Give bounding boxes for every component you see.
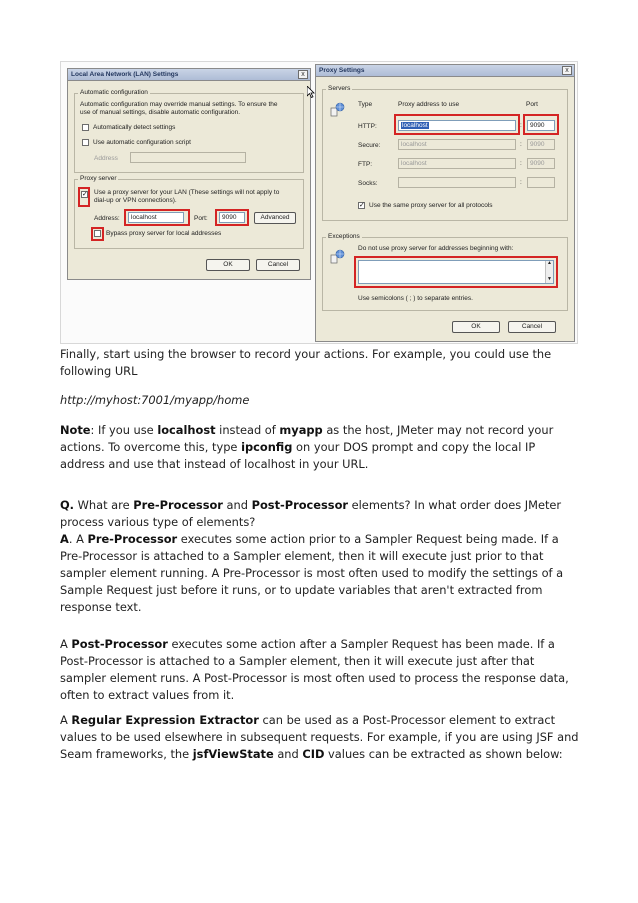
auto-config-description-line-2: use of manual settings, disable automatic configuration.: [80, 109, 241, 116]
column-proxy-address-header: Proxy address to use: [398, 101, 460, 108]
semicolons-hint: Use semicolons ( ; ) to separate entries.: [358, 295, 473, 302]
lan-cancel-button[interactable]: Cancel: [256, 259, 300, 271]
mouse-cursor-icon: [307, 86, 315, 98]
answer-text-1: . A: [68, 532, 88, 546]
http-colon: :: [520, 122, 522, 129]
column-type-header: Type: [358, 101, 373, 108]
secure-type-label: Secure:: [358, 142, 381, 149]
ftp-type-label: FTP:: [358, 161, 373, 168]
answer-label: A: [60, 532, 69, 546]
post-processor-term: Post-Processor: [71, 637, 168, 651]
bypass-local-label: Bypass proxy server for local addresses: [106, 230, 222, 237]
answer-text-2: executes some action prior to a Sampler Request being made. If a Pre-Processor is attached to a Sampler element, then it will execute just prior to that sampler element running. A Pre-Processor is most often used to modify the settings of a Sample Request just before it runs, or to update variables that aren't extracted from response text.: [60, 532, 564, 614]
ftp-address-input[interactable]: localhost: [398, 158, 516, 169]
close-icon[interactable]: x: [562, 66, 572, 75]
regex-extractor-term: Regular Expression Extractor: [71, 713, 259, 727]
no-proxy-label: Do not use proxy server for addresses beginning with:: [358, 245, 514, 252]
question-post-processor: Post-Processor: [251, 498, 349, 512]
http-port-input[interactable]: 9090: [527, 120, 555, 131]
close-icon[interactable]: x: [298, 70, 308, 79]
proxy-port-input[interactable]: 9090: [219, 212, 245, 223]
post-processor-paragraph: [60, 636, 580, 704]
exceptions-group-label: Exceptions: [328, 233, 360, 240]
same-proxy-checkbox[interactable]: [358, 202, 365, 209]
lan-title-bar: [68, 69, 310, 81]
regex-text-1: A: [60, 713, 72, 727]
note-text-1: : If you use: [90, 423, 158, 437]
auto-script-checkbox[interactable]: [82, 139, 89, 146]
proxy-cancel-button[interactable]: Cancel: [508, 321, 556, 333]
proxy-ok-button[interactable]: OK: [452, 321, 500, 333]
note-ipconfig: ipconfig: [241, 440, 293, 454]
regex-text-4: values can be extracted as shown below:: [324, 747, 563, 761]
use-proxy-label-line-2: dial-up or VPN connections).: [94, 197, 177, 204]
intro-paragraph: Finally, start using the browser to record your actions. For example, you could use the following URL: [60, 347, 552, 378]
auto-detect-checkbox[interactable]: [82, 124, 89, 131]
proxy-server-label: Proxy server: [80, 175, 117, 182]
answer-pre-processor: Pre-Processor: [87, 532, 178, 546]
note-localhost: localhost: [157, 423, 216, 437]
auto-detect-label: Automatically detect settings: [93, 124, 176, 131]
auto-config-description-line-1: Automatic configuration may override manual settings. To ensure the: [80, 101, 278, 108]
proxy-dialog-title: Proxy Settings: [319, 67, 365, 74]
socks-port-input[interactable]: [527, 177, 555, 188]
advanced-button[interactable]: Advanced: [254, 212, 296, 224]
http-address-input[interactable]: [398, 120, 516, 131]
question-text-2: and: [222, 498, 252, 512]
script-address-input[interactable]: [130, 152, 246, 163]
note-paragraph: [60, 422, 580, 473]
proxy-settings-dialog: [315, 64, 575, 342]
socks-type-label: Socks:: [358, 180, 378, 187]
use-proxy-checkbox[interactable]: [81, 191, 88, 198]
question-label: Q.: [60, 498, 75, 512]
bypass-local-checkbox[interactable]: [94, 230, 101, 237]
auto-script-label: Use automatic configuration script: [93, 139, 191, 146]
note-myapp: myapp: [279, 423, 323, 437]
example-url-text: http://myhost:7001/myapp/home: [60, 393, 250, 407]
scroll-down-icon[interactable]: ▼: [547, 276, 552, 282]
exceptions-scrollbar[interactable]: [545, 261, 553, 283]
network-computer-icon: [330, 102, 346, 118]
cid-term: CID: [302, 747, 325, 761]
socks-colon: :: [520, 179, 522, 186]
proxy-title-bar: [316, 65, 574, 77]
secure-address-input[interactable]: localhost: [398, 139, 516, 150]
question-text-3: elements? In what order does JMeter process various type of elements?: [60, 498, 562, 529]
example-url: [60, 392, 580, 409]
ftp-colon: :: [520, 160, 522, 167]
lan-ok-button[interactable]: OK: [206, 259, 250, 271]
secure-colon: :: [520, 141, 522, 148]
note-text-3: as the host, JMeter may not record your actions. To overcome this, type: [60, 423, 554, 454]
post-processor-text-1: A: [60, 637, 72, 651]
use-proxy-label-line-1: Use a proxy server for your LAN (These settings will not apply to: [94, 189, 280, 196]
proxy-address-label: Address:: [94, 215, 120, 222]
column-port-header: Port: [526, 101, 538, 108]
proxy-settings-screenshot: [60, 61, 578, 344]
proxy-port-label: Port:: [194, 215, 208, 222]
regex-extractor-paragraph: [60, 712, 580, 763]
lan-dialog-title: Local Area Network (LAN) Settings: [71, 71, 179, 78]
note-label: Note: [60, 423, 91, 437]
automatic-configuration-label: Automatic configuration: [80, 89, 148, 96]
post-processor-text-2: executes some action after a Sampler Request has been made. If a Post-Processor is attached to a Sampler element, then it will execute just after that sampler element runs. A Post-Processor is most often used to process the response data, often to extract values from it.: [60, 637, 569, 702]
network-exceptions-icon: [330, 249, 346, 265]
secure-port-input[interactable]: 9090: [527, 139, 555, 150]
question-pre-processor: Pre-Processor: [133, 498, 223, 512]
http-address-selected-text: localhost: [402, 122, 428, 129]
regex-text-2: can be used as a Post-Processor element to extract values to be used elsewhere in subsequent requests. For example, if you are using JSF and Seam frameworks, the: [60, 713, 579, 761]
note-text-4: on your DOS prompt and copy the local IP address and use that instead of localhost in your URL.: [60, 440, 536, 471]
question-paragraph: [60, 497, 580, 616]
note-text-2: instead of: [215, 423, 280, 437]
ftp-port-input[interactable]: 9090: [527, 158, 555, 169]
socks-address-input[interactable]: [398, 177, 516, 188]
question-text-1: What are: [74, 498, 134, 512]
same-proxy-label: Use the same proxy server for all protocols: [369, 202, 493, 209]
proxy-address-input[interactable]: localhost: [128, 212, 184, 223]
exceptions-textarea[interactable]: [358, 260, 554, 284]
servers-group-label: Servers: [328, 85, 351, 92]
jsf-view-state-term: jsfViewState: [192, 747, 274, 761]
script-address-label: Address: [94, 155, 118, 162]
scroll-up-icon[interactable]: ▲: [547, 260, 552, 266]
regex-text-3: and: [273, 747, 303, 761]
http-type-label: HTTP:: [358, 123, 377, 130]
lan-settings-dialog: [67, 68, 311, 280]
